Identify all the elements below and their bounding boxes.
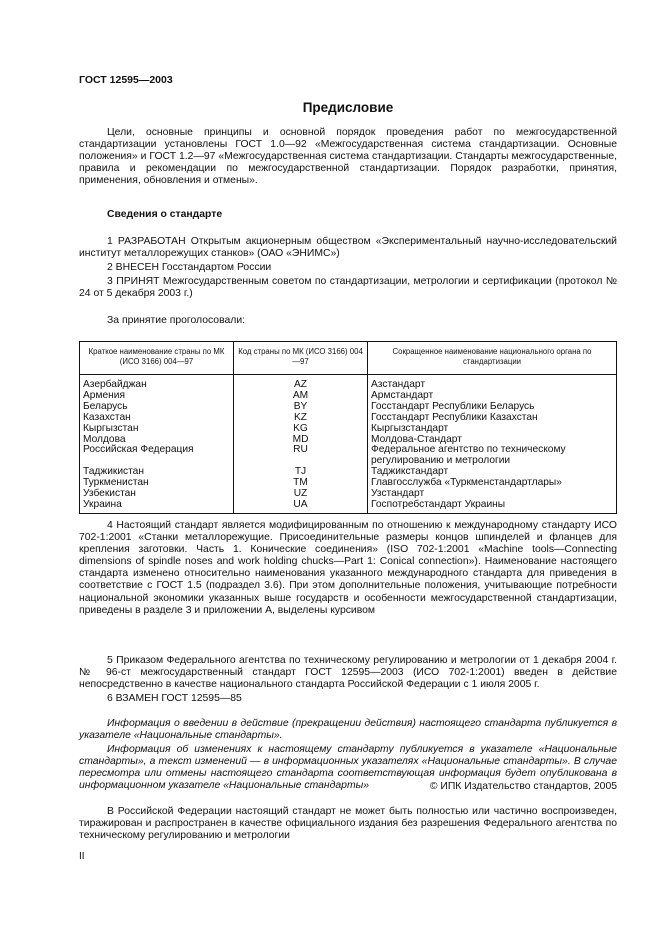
document-code: ГОСТ 12595—2003: [79, 74, 173, 86]
country-name: Узбекистан: [80, 489, 234, 500]
standards-body: Главгосслужба «Туркменстандартлары»: [368, 478, 617, 489]
country-name: Туркменистан: [80, 478, 234, 489]
country-name: Таджикистан: [80, 467, 234, 478]
country-name: Украина: [80, 500, 234, 513]
country-code: MD: [234, 435, 368, 446]
country-name: Азербайджан: [80, 375, 234, 391]
item-4: 4 Настоящий стандарт является модифицированным по отношению к международному стандарту ИСО 702-1:2001 «Станки металлорежущие. Присоединительные размеры концов шпинделей и фланцев для крепления заготовки. Часть 1. Конические соединения» (ISO 702-1:2001 «Machine tools—Connecting dimensions of spindle noses and work holding chucks—Part 1: Conical connection»). Наименование настоящего стандарта изменено относительно наименования указанного международного стандарта для приведения в соответствие с ГОСТ 1.5 (подраздел 3.6). При этом дополнительные положения, учитывающие потребности национальной экономики указанных выше государств и особенности межгосударственной стандартизации, приведены в разделе 3 и приложении А, выделены курсивом: [79, 520, 617, 616]
table-row: [80, 445, 617, 467]
table-body: [80, 375, 617, 514]
table-row: [80, 500, 617, 513]
country-name: Армения: [80, 391, 234, 402]
section-heading: Сведения о стандарте: [107, 209, 223, 220]
header-country: Краткое наименование страны по МК (ИСО 3166) 004—97: [80, 342, 234, 375]
standards-body: Узстандарт: [368, 489, 617, 500]
country-name: Российская Федерация: [80, 445, 234, 467]
item-3: 3 ПРИНЯТ Межгосударственным советом по стандартизации, метрологии и сертификации (протокол № 24 от 5 декабря 2003 г.): [79, 276, 617, 300]
intro-paragraph: Цели, основные принципы и основной порядок проведения работ по межгосударственной стандартизации установлены ГОСТ 1.0—92 «Межгосударственная система стандартизации. Основные положения» и ГОСТ 1.2—97 «Межгосударственная система стандартизации. Стандарты межгосударственные, правила и рекомендации по межгосударственной стандартизации. Порядок разработки, принятия, применения, обновления и отмены».: [79, 127, 617, 187]
table-row: [80, 413, 617, 424]
standards-body: Госпотребстандарт Украины: [368, 500, 617, 513]
item-5: 5 Приказом Федерального агентства по техническому регулированию и метрологии от 1 декабря 2004 г. № 96-ст межгосударственный стандарт ГОСТ 12595—2003 (ИСО 702-1:2001) введен в действие непосредственно в качестве национального стандарта Российской Федерации с 1 июля 2005 г.: [79, 655, 617, 691]
country-code: KZ: [234, 413, 368, 424]
page-number: II: [79, 851, 85, 862]
country-code: AM: [234, 391, 368, 402]
item-1: 1 РАЗРАБОТАН Открытым акционерным обществом «Экспериментальный научно-исследовательский институт металлорежущих станков» (ОАО «ЭНИМС»): [79, 236, 617, 260]
voting-table: [79, 341, 617, 514]
standards-body: Таджикстандарт: [368, 467, 617, 478]
table-row: [80, 478, 617, 489]
standards-body: Армстандарт: [368, 391, 617, 402]
table-row: [80, 375, 617, 391]
standards-body: Госстандарт Республики Беларусь: [368, 402, 617, 413]
country-name: Молдова: [80, 435, 234, 446]
rights-paragraph: В Российской Федерации настоящий стандарт не может быть полностью или частично воспроизведен, тиражирован и распространен в качестве официального издания без разрешения Федерального агентства по техническому регулированию и метрологии: [79, 806, 617, 842]
country-name: Беларусь: [80, 402, 234, 413]
header-body: Сокращенное наименование национального органа по стандартизации: [368, 342, 617, 375]
country-code: UZ: [234, 489, 368, 500]
standards-body: Молдова-Стандарт: [368, 435, 617, 446]
standards-body: Федеральное агентство по техническому регулированию и метрологии: [368, 445, 617, 467]
country-code: RU: [234, 445, 368, 467]
standards-body: Кыргызстандарт: [368, 424, 617, 435]
standards-body: Госстандарт Республики Казахстан: [368, 413, 617, 424]
country-code: UA: [234, 500, 368, 513]
header-code: Код страны по МК (ИСО 3166) 004—97: [234, 342, 368, 375]
item-6: 6 ВЗАМЕН ГОСТ 12595—85: [107, 693, 242, 704]
country-code: TM: [234, 478, 368, 489]
table-row: [80, 391, 617, 402]
country-code: TJ: [234, 467, 368, 478]
country-name: Кыргызстан: [80, 424, 234, 435]
copyright: © ИПК Издательство стандартов, 2005: [429, 781, 617, 792]
notice-introduction: Информация о введении в действие (прекращении действия) настоящего стандарта публикуется в указателе «Национальные стандарты».: [79, 718, 617, 742]
item-2: 2 ВНЕСЕН Госстандартом России: [107, 262, 272, 273]
country-code: KG: [234, 424, 368, 435]
table-row: [80, 424, 617, 435]
page-title: Предисловие: [302, 100, 394, 115]
voted-label: За принятие проголосовали:: [107, 315, 246, 326]
country-code: AZ: [234, 375, 368, 391]
standards-body: Азстандарт: [368, 375, 617, 391]
table-row: [80, 489, 617, 500]
notice-changes: Информация об изменениях к настоящему стандарту публикуется в указателе «Национальные стандарты», а текст изменений — в информационных указателях «Национальные стандарты». В случае пересмотра или отмены настоящего стандарта соответствующая информация будет опубликована в информационном указателе «Национальные стандарты»: [79, 744, 617, 792]
country-code: BY: [234, 402, 368, 413]
table-header-row: [80, 342, 617, 375]
country-name: Казахстан: [80, 413, 234, 424]
